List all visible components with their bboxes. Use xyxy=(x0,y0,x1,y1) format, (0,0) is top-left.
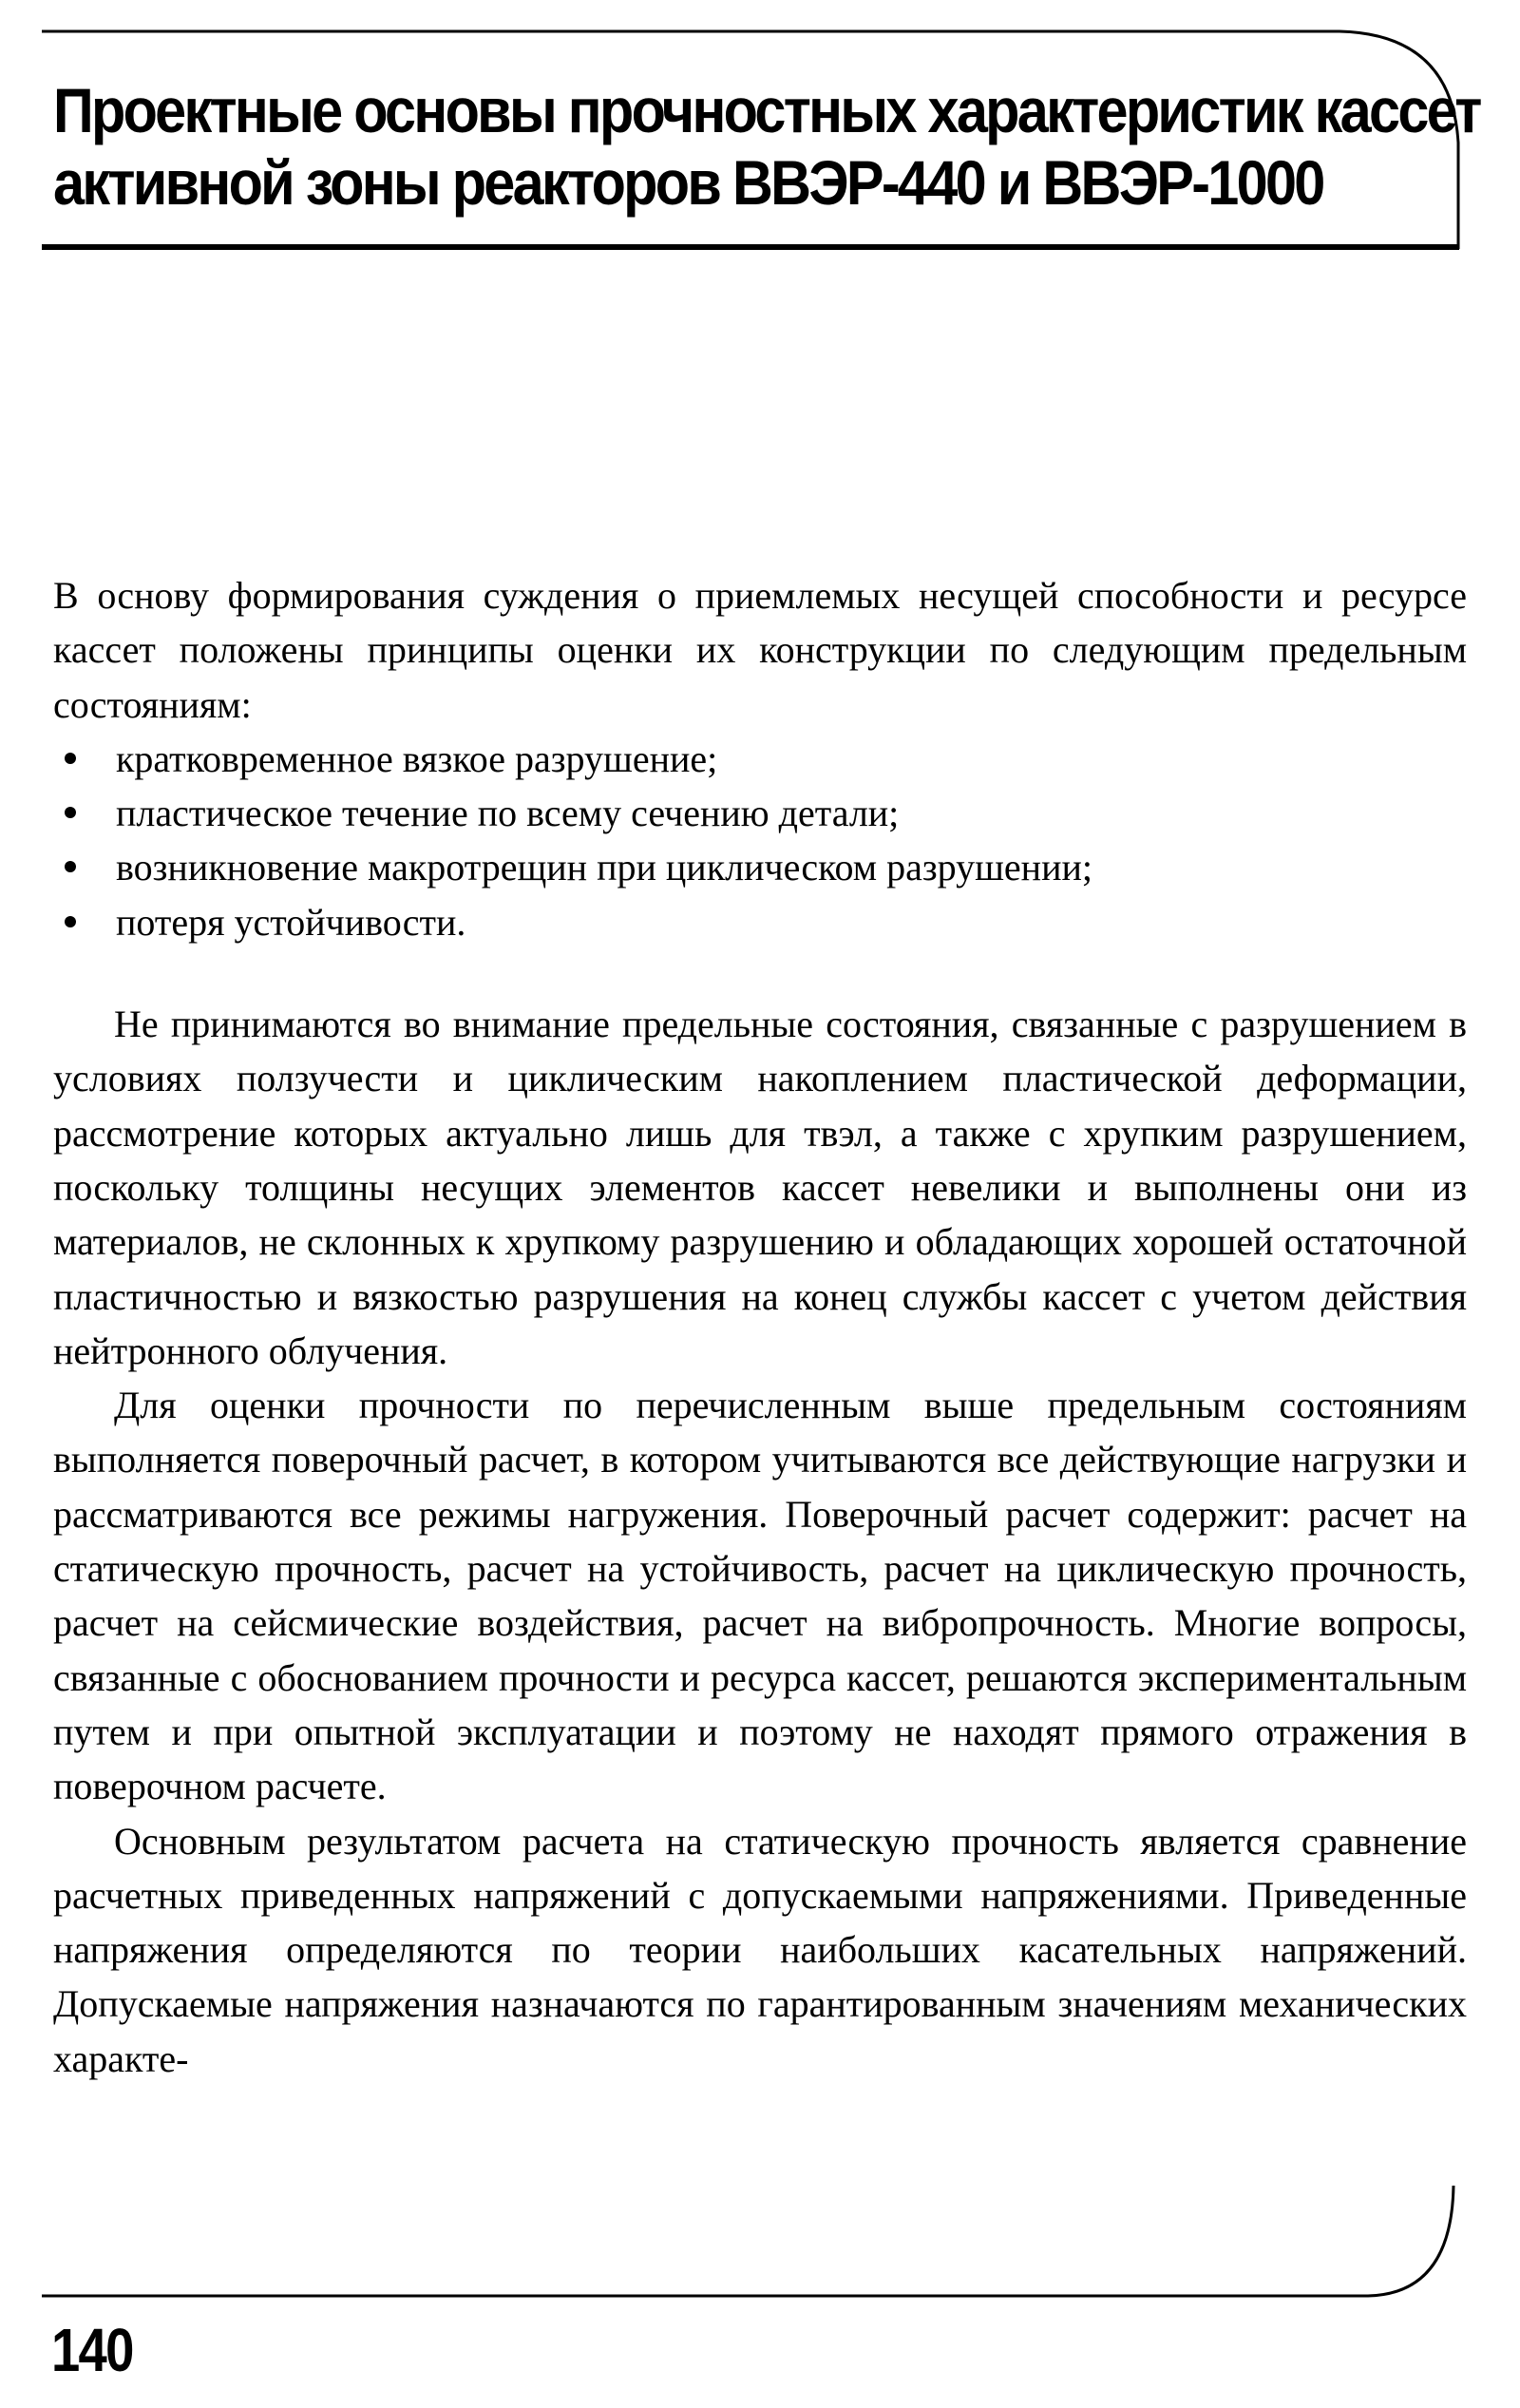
list-item xyxy=(53,786,1467,840)
limit-states-list xyxy=(53,732,1467,949)
chapter-title-line-2: активной зоны реакторов ВВЭР-440 и ВВЭР-1000 xyxy=(53,147,1323,218)
bullet-icon xyxy=(65,916,76,927)
page-number: 140 xyxy=(51,2316,133,2384)
bullet-icon xyxy=(65,807,76,818)
chapter-title-line-1: Проектные основы прочностных характеристик кассет xyxy=(53,75,1480,145)
bullet-icon xyxy=(65,861,76,872)
chapter-title xyxy=(53,74,1480,219)
list-item-text: возникновение макротрещин при циклическом разрушении; xyxy=(116,846,1092,889)
list-item xyxy=(53,895,1467,949)
section-gap xyxy=(53,949,1467,997)
paragraph-excluded-states: Не принимаются во внимание предельные состояния, связанные с разрушением в условиях ползучести и циклическим накоплением пластической деформации, рассмотрение которых актуально лишь для твэл, а также с хрупким разрушением, поскольку толщины несущих элементов кассет невелики и выполнены они из материалов, не склонных к хрупкому разрушению и обладающих хорошей остаточной пластичностью и вязкостью разрушения на конец службы кассет с учетом действия нейтронного облучения. xyxy=(53,1003,1467,1372)
footer-rule xyxy=(42,2186,1454,2296)
bullet-icon xyxy=(65,753,76,764)
list-item-text: потеря устойчивости. xyxy=(116,900,466,944)
intro-paragraph: В основу формирования суждения о приемлемых несущей способности и ресурсе кассет положены принципы оценки их конструкции по следующим предельным состояниям: xyxy=(53,574,1467,726)
list-item xyxy=(53,732,1467,786)
paragraph-static-strength: Основным результатом расчета на статическую прочность является сравнение расчетных приведенных напряжений с допускаемыми напряжениями. Приведенные напряжения определяются по теории наибольших касательных напряжений. Допускаемые напряжения назначаются по гарантированным значениям механических характе- xyxy=(53,1819,1467,2080)
body-text xyxy=(53,568,1467,2086)
list-item-text: пластическое течение по всему сечению детали; xyxy=(116,792,900,835)
list-item-text: кратковременное вязкое разрушение; xyxy=(116,736,718,780)
list-item xyxy=(53,840,1467,894)
paragraph-verification-calc: Для оценки прочности по перечисленным выше предельным состояниям выполняется поверочный расчет, в котором учитываются все действующие нагрузки и рассматриваются все режимы нагружения. Поверочный расчет содержит: расчет на статическую прочность, расчет на устойчивость, расчет на циклическую прочность, расчет на сейсмические воздействия, расчет на вибропрочность. Многие вопросы, связанные с обоснованием прочности и ресурса кассет, решаются экспериментальным путем и при опытной эксплуатации и поэтому не находят прямого отражения в поверочном расчете. xyxy=(53,1384,1467,1808)
